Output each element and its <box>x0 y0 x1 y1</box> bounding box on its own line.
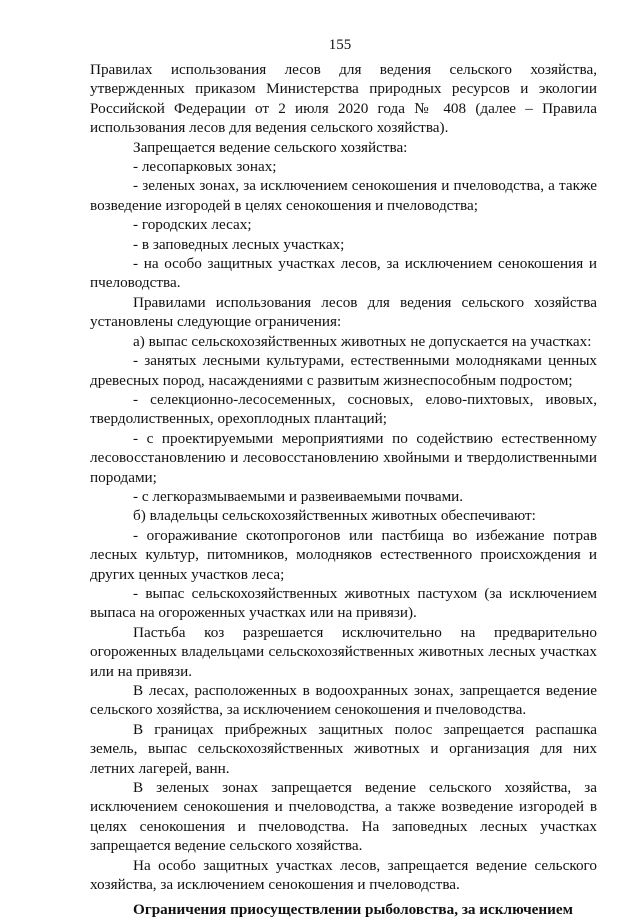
list-item: - занятых лесными культурами, естественными молодняками ценных древесных пород, насаждениями с развитым жизнеспособным подростом; <box>90 352 597 389</box>
list-item: - селекционно-лесосеменных, сосновых, елово-пихтовых, ивовых, твердолиственных, орехоплодных плантаций; <box>90 390 597 428</box>
list-item: - огораживание скотопрогонов или пастбища во избежание потрав лесных культур, питомников, молодняков естественного происхождения и других ценных участков леса; <box>90 526 597 583</box>
list-item-b: б) владельцы сельскохозяйственных животных обеспечивают: <box>133 507 536 525</box>
list-item: - с легкоразмываемыми и развеиваемыми почвами. <box>133 487 464 505</box>
document-body <box>90 60 597 920</box>
section-heading: Ограничения приосуществлении рыболовства, за исключением <box>133 901 573 919</box>
paragraph: В зеленых зонах запрещается ведение сельского хозяйства, за исключением сенокошения и пчеловодства, а также возведение изгородей в целях сенокошения и пчеловодства. На заповедных лесных участках запрещается ведение сельского хозяйства. <box>90 779 597 855</box>
list-item: - лесопарковых зонах; <box>133 158 277 176</box>
page-number: 155 <box>328 37 352 53</box>
paragraph: На особо защитных участках лесов, запрещается ведение сельского хозяйства, за исключением сенокошения и пчеловодства. <box>90 856 597 894</box>
paragraph-prohibition-intro: Запрещается ведение сельского хозяйства: <box>133 138 408 156</box>
list-item: - в заповедных лесных участках; <box>133 235 345 253</box>
list-item: - на особо защитных участках лесов, за исключением сенокошения и пчеловодства. <box>90 255 597 292</box>
list-item: - зеленых зонах, за исключением сенокошения и пчеловодства, а также возведение изгородей в целях сенокошения и пчеловодства; <box>90 177 597 214</box>
paragraph-continuation: Правилах использования лесов для ведения сельского хозяйства, утвержденных приказом Министерства природных ресурсов и экологии Российской Федерации от 2 июля 2020 года № 408 (далее – Правила использования лесов для ведения сельского хозяйства). <box>90 61 597 137</box>
paragraph: В лесах, расположенных в водоохранных зонах, запрещается ведение сельского хозяйства, за исключением сенокошения и пчеловодства. <box>90 682 597 719</box>
list-item: - с проектируемыми мероприятиями по содействию естественному лесовосстановлению и лесовосстановлению хвойными и твердолиственными породами; <box>90 429 597 486</box>
paragraph: Пастьба коз разрешается исключительно на предварительно огороженных владельцами сельскохозяйственных животных лесных участках или на привязи. <box>90 623 597 680</box>
list-item: - городских лесах; <box>133 216 252 234</box>
paragraph-rules-intro: Правилами использования лесов для ведения сельского хозяйства установлены следующие ограничения: <box>90 293 597 331</box>
paragraph: В границах прибрежных защитных полос запрещается распашка земель, выпас сельскохозяйственных животных и организация для них летних лагерей, ванн. <box>90 720 597 777</box>
list-item-a: а) выпас сельскохозяйственных животных не допускается на участках: <box>133 332 592 350</box>
list-item: - выпас сельскохозяйственных животных пастухом (за исключением выпаса на огороженных участках или на привязи). <box>90 584 597 622</box>
